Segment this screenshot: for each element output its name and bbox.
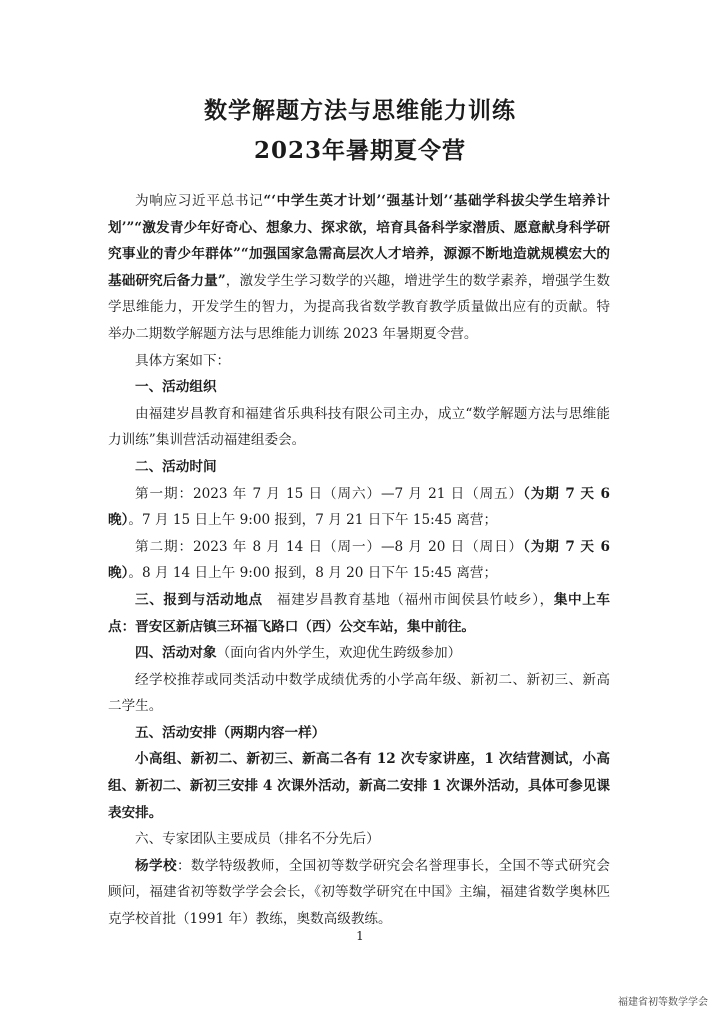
session-two-paragraph: 第二期：2023 年 8 月 14 日（周一）—8 月 20 日（周日）（为期 7 天 6 晚）。8 月 14 日上午 9:00 报到，8 月 20 日下午 15:45 离营； bbox=[108, 538, 610, 582]
section-audience-heading-line: 四、活动对象（面向省内外学生，欢迎优生跨级参加） bbox=[135, 645, 462, 662]
expert-name: 杨学校 bbox=[135, 857, 177, 874]
document-body bbox=[108, 188, 610, 933]
section-location-paragraph: 三、报到与活动地点 福建岁昌教育基地（福州市闽侯县竹岐乡），集中上车点：晋安区新店镇三环福飞路口（西）公交车站，集中前往。 bbox=[108, 591, 611, 635]
section-heading-experts: 六、专家团队主要成员（排名不分先后） bbox=[135, 831, 380, 848]
session-one-paragraph: 第一期：2023 年 7 月 15 日（周六）—7 月 21 日（周五）（为期 7 天 6 晚）。7 月 15 日上午 9:00 报到，7 月 21 日下午 15:45 离营； bbox=[108, 485, 610, 529]
intro-paragraph: 为响应习近平总书记“‘中学生英才计划’‘强基计划’‘基础学科拔尖学生培养计划’”“激发青少年好奇心、想象力、探求欲，培育具备科学家潜质、愿意献身科学研究事业的青少年群体”“加强国家急需高层次人才培养，源源不断地造就规模宏大的基础研究后备力量”，激发学生学习数学的兴趣，增进学生的数学素养，增强学生数学思维能力，开发学生的智力，为提高我省数学教育教学质量做出应有的贡献。特举办二期数学解题方法与思维能力训练 2023 年暑期夏令营。 bbox=[108, 193, 610, 342]
section-heading-time: 二、活动时间 bbox=[135, 458, 217, 475]
footer-watermark: 福建省初等数学学会 bbox=[618, 997, 708, 1008]
section-text-organization: 由福建岁昌教育和福建省乐典科技有限公司主办，成立“数学解题方法与思维能力训练”集训营活动福建组委会。 bbox=[108, 405, 610, 449]
section-heading-audience: 四、活动对象 bbox=[135, 645, 217, 662]
section-heading-location: 三、报到与活动地点 bbox=[135, 591, 263, 608]
page-number: 1 bbox=[356, 929, 364, 943]
section-text-audience: 经学校推荐或同类活动中数学成绩优秀的小学高年级、新初二、新初三、新高二学生。 bbox=[108, 671, 610, 715]
expert-paragraph: 杨学校：数学特级教师，全国初等数学研究会名誉理事长，全国不等式研究会顾问，福建省初等数学学会会长，《初等数学研究在中国》主编，福建省数学奥林匹克学校首批（1991 年）教练，奥数高级教练。 bbox=[108, 857, 611, 928]
document-title: 数学解题方法与思维能力训练 bbox=[204, 97, 516, 124]
section-heading-organization: 一、活动组织 bbox=[135, 379, 217, 396]
document-subtitle: 2023年暑期夏令营 bbox=[253, 137, 466, 164]
section-heading-schedule: 五、活动安排（两期内容一样） bbox=[135, 724, 326, 741]
section-text-schedule: 小高组、新初二、新初三、新高二各有 12 次专家讲座，1 次结营测试，小高组、新初二、新初三安排 4 次课外活动，新高二安排 1 次课外活动，具体可参见课表安排。 bbox=[108, 751, 610, 821]
intro-plan-line: 具体方案如下： bbox=[135, 352, 231, 369]
